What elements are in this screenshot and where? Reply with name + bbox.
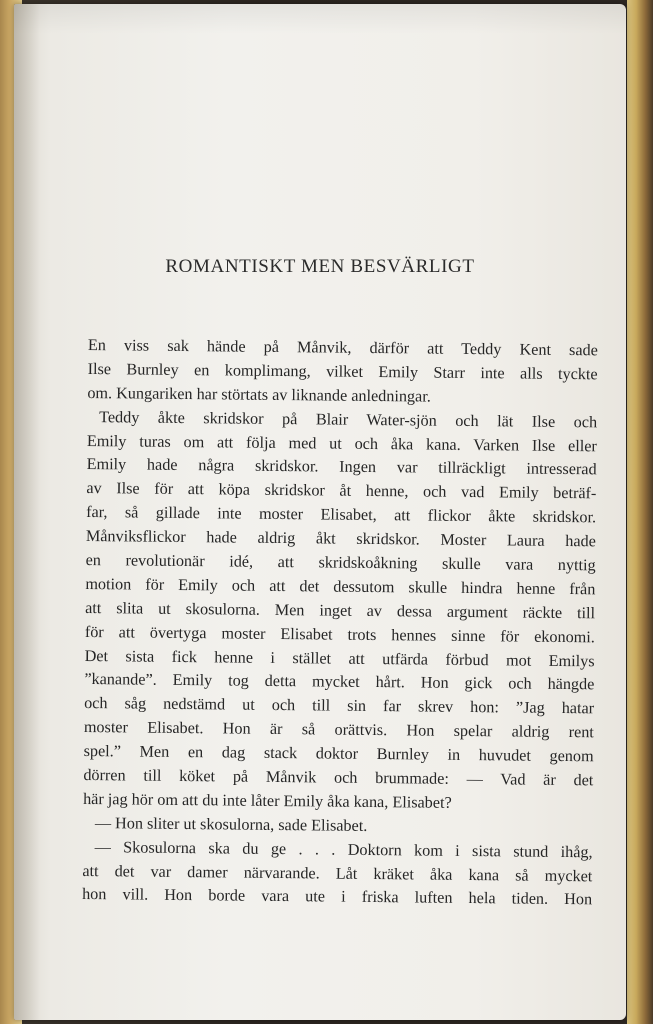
text-line: för att övertyga moster Elisabet trots hennes sinne för ekonomi. (84, 622, 595, 647)
text-line: hon vill. Hon borde vara ute i friska luften hela tiden. Hon (82, 885, 593, 909)
text-line: att det var damer närvarande. Låt kräket åka kana så mycket (82, 861, 593, 885)
text-line: ”kanande”. Emily tog detta mycket hårt. Hon gick och hängde (84, 670, 595, 694)
page-gutter-shadow (14, 4, 40, 1020)
text-line: Teddy åkte skridskor på Blair Water-sjön och lät Ilse och (99, 407, 598, 432)
book-page (14, 4, 626, 1020)
text-line: spel.” Men en dag stack doktor Burnley in huvudet genom (83, 742, 594, 766)
text-line: — Skosulorna ska du ge . . . Doktorn kom i sista stund ihåg, (94, 837, 593, 862)
text-line: om. Kungariken har störtats av liknande anledningar. (87, 383, 431, 406)
text-line: motion för Emily och att det dessutom skulle hindra henne från (85, 574, 596, 599)
text-line: en revolutionär idé, att skridskoåkning skulle vara nyttig (85, 551, 596, 575)
text-line: far, så gillade inte moster Elisabet, att flickor åkte skridskor. (86, 503, 597, 527)
page-shadow (14, 4, 626, 34)
text-line: Månviksflickor hade aldrig åkt skridskor. Moster Laura hade (85, 527, 596, 551)
text-line: En viss sak hände på Månvik, därför att Teddy Kent sade (87, 335, 598, 360)
body-text (82, 334, 598, 913)
text-line: av Ilse för att köpa skridskor åt henne, och vad Emily beträf- (86, 479, 597, 503)
text-line: Emily hade några skridskor. Ingen var tillräckligt intresserad (86, 455, 597, 479)
text-line: — Hon sliter ut skosulorna, sade Elisabet. (94, 813, 368, 835)
text-line: och såg nedstämd ut och till sin far skrev hon: ”Jag hatar (84, 694, 595, 718)
text-line: här jag hör om att du inte låter Emily åka kana, Elisabet? (83, 789, 452, 812)
text-line: Det sista fick henne i stället att utfärda förbud mot Emilys (84, 646, 595, 670)
text-line: Emily turas om att följa med ut och åka kana. Varken Ilse eller (86, 431, 597, 455)
text-line: Ilse Burnley en komplimang, vilket Emily Starr inte alls tyckte (87, 359, 598, 384)
chapter-title: ROMANTISKT MEN BESVÄRLIGT (165, 256, 475, 277)
book-cover-edge-right (627, 0, 653, 1024)
text-line: att slita ut skosulorna. Men inget av dessa argument räckte till (85, 598, 596, 623)
text-line: dörren till köket på Månvik och brummade: — Vad är det (83, 766, 594, 790)
text-line: moster Elisabet. Hon är så orättvis. Hon spelar aldrig rent (83, 718, 594, 742)
